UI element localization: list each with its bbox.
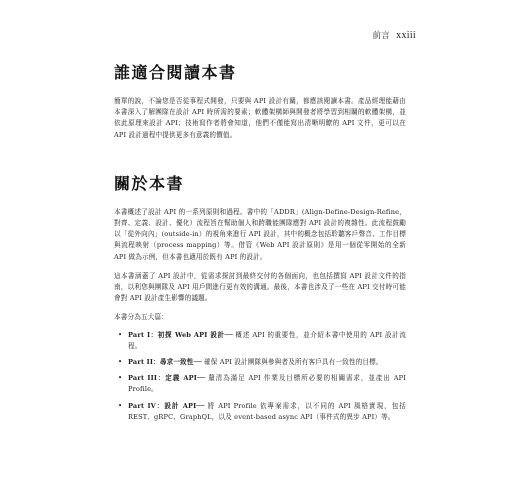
part-title: Part II：尋求一致性: [128, 358, 194, 367]
page-number: xxiii: [396, 30, 416, 41]
part-description: ── 概述 API 的重要性，並介紹本書中使用的 API 設計流程。: [128, 330, 406, 350]
running-head: [373, 29, 416, 41]
part-title: Part I：初探 Web API 設計: [128, 330, 225, 339]
part-description: ── 釐清為滿足 API 作業及目標所必要的相關需求，並產出 API Profile。: [128, 374, 407, 394]
section-heading-about-book: 關於本書: [114, 173, 185, 193]
list-item-part-3: [114, 373, 406, 395]
list-item-part-4: [114, 401, 406, 423]
part-description: ── 確保 API 設計團隊與參與者及所有客戶具有一致性的目標。: [193, 358, 383, 367]
list-item-part-2: [114, 357, 406, 368]
paragraph-about-coverage: 這本書涵蓋了 API 設計中，從需求探討到最終交付的各個面向，也包括撰寫 API 設計文件的指南，以利您與團隊及 API 用戶間進行更有效的溝通。最後，本書也涉及了一些在 API 交付時可能會對 API 設計產生影響的議題。: [114, 271, 406, 303]
bullet-icon: •: [118, 330, 123, 339]
paragraph-who-should-read: 簡單的說，不論您是否從事程式開發，只要與 API 設計有關，都應該閱讀本書。產品經理能藉由本書深入了解團隊在設計 API 時所需的要素；軟體架構師與開發者將學習到相關的軟體架構，並依此原理來設計 API；技術寫作者將會知道，他們不僅能寫出清晰明瞭的 API 文件，更可以在 API 設計過程中提供更多有意義的價值。: [114, 97, 406, 139]
parts-list: [114, 330, 406, 423]
running-head-label: 前言: [372, 31, 391, 41]
part-title: Part IV：設計 API: [128, 401, 197, 410]
paragraph-parts-intro: 本書分為五大篇：: [114, 313, 168, 322]
page-content: [114, 60, 406, 428]
section-heading-who-should-read: 誰適合閱讀本書: [114, 63, 237, 82]
part-title: Part III：定義 API: [128, 374, 197, 383]
bullet-icon: •: [118, 401, 123, 410]
paragraph-about-overview: 本書概述了設計 API 的一系列原則和過程。書中的「ADDR」(Align-Define-Design-Refine，對齊、定義、設計、優化）流程旨在幫助個人和跨職能團隊應對 API 設計的複雜性。此流程鼓勵以「從外向內」(outside-in）的視角來進行 API 設計，其中的概念包括聆聽客戶聲音、工作目標與流程映射（process mapping）等。借管《Web API 設計原則》是用一個從零開始的全新 API 做為示例，但本書也適用於既有 API 的設計。: [114, 207, 406, 261]
bullet-icon: •: [118, 374, 123, 383]
list-item-part-1: [114, 330, 406, 352]
bullet-icon: •: [118, 358, 123, 367]
part-description: ── 將 API Profile 依專案需求，以不同的 API 風格實現，包括 REST、gRPC、GraphQL，以及 event-based async API（事件式的異步 API）等。: [128, 401, 407, 421]
